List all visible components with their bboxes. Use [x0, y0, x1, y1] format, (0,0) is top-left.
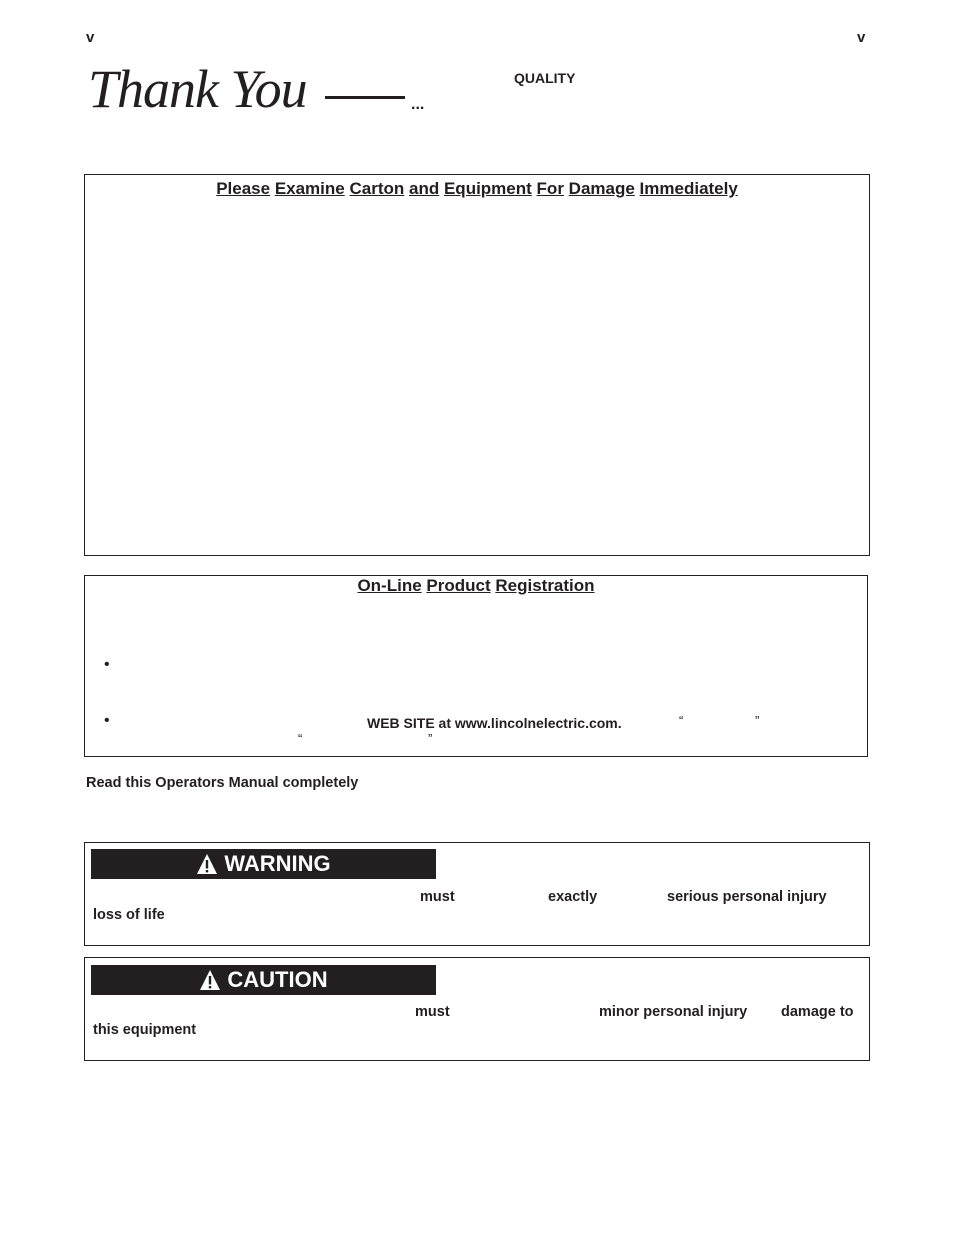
title-word: Registration	[495, 576, 595, 595]
open-quote-2: “	[298, 731, 303, 746]
warning-banner	[91, 849, 436, 879]
title-word: Damage	[568, 179, 635, 198]
title-word: and	[409, 179, 440, 198]
warning-must: must	[420, 889, 455, 905]
bullet-2: •	[104, 712, 110, 729]
caution-must: must	[415, 1004, 450, 1020]
page-mark-right: v	[857, 29, 866, 46]
caution-equipment: this equipment	[93, 1022, 197, 1038]
thank-you-heading: Thank You	[88, 59, 307, 119]
warning-loss: loss of life	[93, 907, 165, 923]
title-word: Please	[216, 179, 271, 198]
title-word: Immediately	[639, 179, 738, 198]
open-quote-1: “	[679, 713, 684, 728]
registration-box	[84, 575, 868, 757]
title-word: Carton	[349, 179, 405, 198]
close-quote-1: ”	[755, 713, 760, 728]
damage-inspection-box	[84, 174, 870, 556]
title-word: Equipment	[443, 179, 532, 198]
page-mark-left: v	[86, 29, 95, 46]
quality-label: QUALITY	[514, 70, 576, 86]
website-link[interactable]: WEB SITE at www.lincolnelectric.com.	[367, 715, 622, 731]
bullet-1: •	[104, 656, 110, 673]
title-word: Examine	[274, 179, 345, 198]
title-word: For	[536, 179, 564, 198]
caution-injury: minor personal injury	[599, 1004, 748, 1020]
caution-box	[84, 957, 870, 1061]
warning-label: WARNING	[224, 851, 331, 876]
heading-dash	[325, 96, 405, 99]
title-word: Product	[426, 576, 491, 595]
close-quote-2: ”	[428, 731, 433, 746]
warning-exactly: exactly	[548, 889, 598, 905]
caution-label: CAUTION	[227, 967, 328, 992]
title-word: On-Line	[357, 576, 422, 595]
manual-note: Read this Operators Manual completely	[86, 775, 359, 791]
warning-injury: serious personal injury	[667, 889, 827, 905]
registration-box-title	[85, 576, 867, 596]
caution-damage: damage to	[781, 1004, 854, 1020]
warning-box	[84, 842, 870, 946]
caution-triangle-icon	[199, 969, 221, 991]
heading-ellipsis: ...	[411, 96, 425, 113]
warning-triangle-icon	[196, 853, 218, 875]
caution-banner	[91, 965, 436, 995]
damage-box-title	[85, 179, 869, 199]
